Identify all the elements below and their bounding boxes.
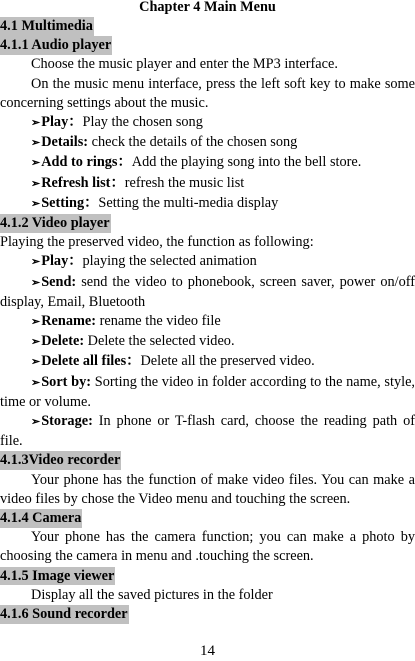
item-text: rename the video file — [96, 313, 221, 330]
list-item — [0, 252, 415, 272]
item-label: Storage: — [41, 413, 93, 430]
item-text: check the details of the chosen song — [88, 134, 298, 151]
list-item — [0, 133, 415, 153]
item-label: Send: — [41, 273, 77, 290]
item-label: Refresh list： — [41, 174, 125, 191]
arrowhead-bullet-icon: ➢ — [31, 376, 41, 389]
paragraph: Display all the saved pictures in the folder — [31, 586, 273, 603]
paragraph: Playing the preserved video, the function as following: — [0, 234, 314, 251]
list-item — [0, 412, 415, 451]
list-item — [0, 174, 415, 194]
paragraph: Your phone has the function of make video files. You can make a video files by chose the Video menu and touching the screen. — [0, 471, 415, 507]
item-text: playing the selected animation — [82, 253, 257, 270]
section-heading-4-1-5: 4.1.5 Image viewer — [0, 567, 115, 584]
arrowhead-bullet-icon: ➢ — [31, 256, 41, 269]
section-heading-4-1-1: 4.1.1 Audio player — [0, 37, 112, 54]
arrowhead-bullet-icon: ➢ — [31, 276, 41, 289]
item-text: Add the playing song into the bell store. — [131, 154, 362, 171]
chapter-title: Chapter 4 Main Menu — [139, 0, 276, 15]
paragraph: Choose the music player and enter the MP3 interface. — [31, 56, 338, 73]
arrowhead-bullet-icon: ➢ — [31, 117, 41, 130]
item-text: Play the chosen song — [82, 114, 203, 131]
item-text: Sorting the video in folder according to the name, style, time or volume. — [0, 373, 415, 410]
paragraph-block — [0, 471, 415, 509]
arrowhead-bullet-icon: ➢ — [31, 336, 41, 349]
list-item — [0, 332, 415, 352]
paragraph: Your phone has the camera function; you can make a photo by choosing the camera in menu and .touching the screen. — [0, 529, 415, 565]
section-heading-4-1: 4.1 Multimedia — [0, 18, 93, 34]
arrowhead-bullet-icon: ➢ — [31, 316, 41, 329]
item-text: refresh the music list — [124, 174, 245, 191]
item-label: Delete all files： — [41, 353, 141, 370]
list-item — [0, 113, 415, 133]
paragraph: On the music menu interface, press the left soft key to make some concerning settings about the music. — [0, 75, 415, 111]
page-number: 14 — [200, 643, 215, 659]
list-item — [0, 194, 415, 214]
item-label: Setting： — [41, 194, 99, 211]
item-label: Play： — [41, 253, 83, 270]
list-item — [0, 153, 415, 173]
item-label: Rename: — [41, 313, 97, 330]
page-body — [0, 17, 415, 624]
list-item — [0, 312, 415, 332]
item-text: send the video to phonebook, screen saver, power on/off display, Email, Bluetooth — [0, 273, 415, 310]
list-item — [0, 373, 415, 412]
section-heading-4-1-4: 4.1.4 Camera — [0, 510, 82, 527]
arrowhead-bullet-icon: ➢ — [31, 137, 41, 150]
item-label: Play： — [41, 114, 83, 131]
arrowhead-bullet-icon: ➢ — [31, 197, 41, 210]
section-heading-4-1-2: 4.1.2 Video player — [0, 215, 110, 232]
arrowhead-bullet-icon: ➢ — [31, 177, 41, 190]
section-heading-4-1-3: 4.1.3Video recorder — [0, 452, 121, 469]
item-label: Details: — [41, 134, 89, 151]
item-label: Add to rings： — [41, 154, 132, 171]
paragraph-block — [0, 75, 415, 113]
item-label: Delete: — [41, 333, 85, 350]
section-heading-4-1-6: 4.1.6 Sound recorder — [0, 606, 128, 623]
item-text: Setting the multi-media display — [98, 194, 279, 211]
item-text: In phone or T-flash card, choose the reading path of file. — [0, 413, 415, 450]
list-item — [0, 352, 415, 372]
item-text: Delete the selected video. — [84, 333, 235, 350]
list-item — [0, 273, 415, 312]
item-label: Sort by: — [41, 373, 92, 390]
paragraph-block — [0, 528, 415, 566]
arrowhead-bullet-icon: ➢ — [31, 157, 41, 170]
arrowhead-bullet-icon: ➢ — [31, 416, 41, 429]
item-text: Delete all the preserved video. — [140, 353, 315, 370]
arrowhead-bullet-icon: ➢ — [31, 356, 41, 369]
